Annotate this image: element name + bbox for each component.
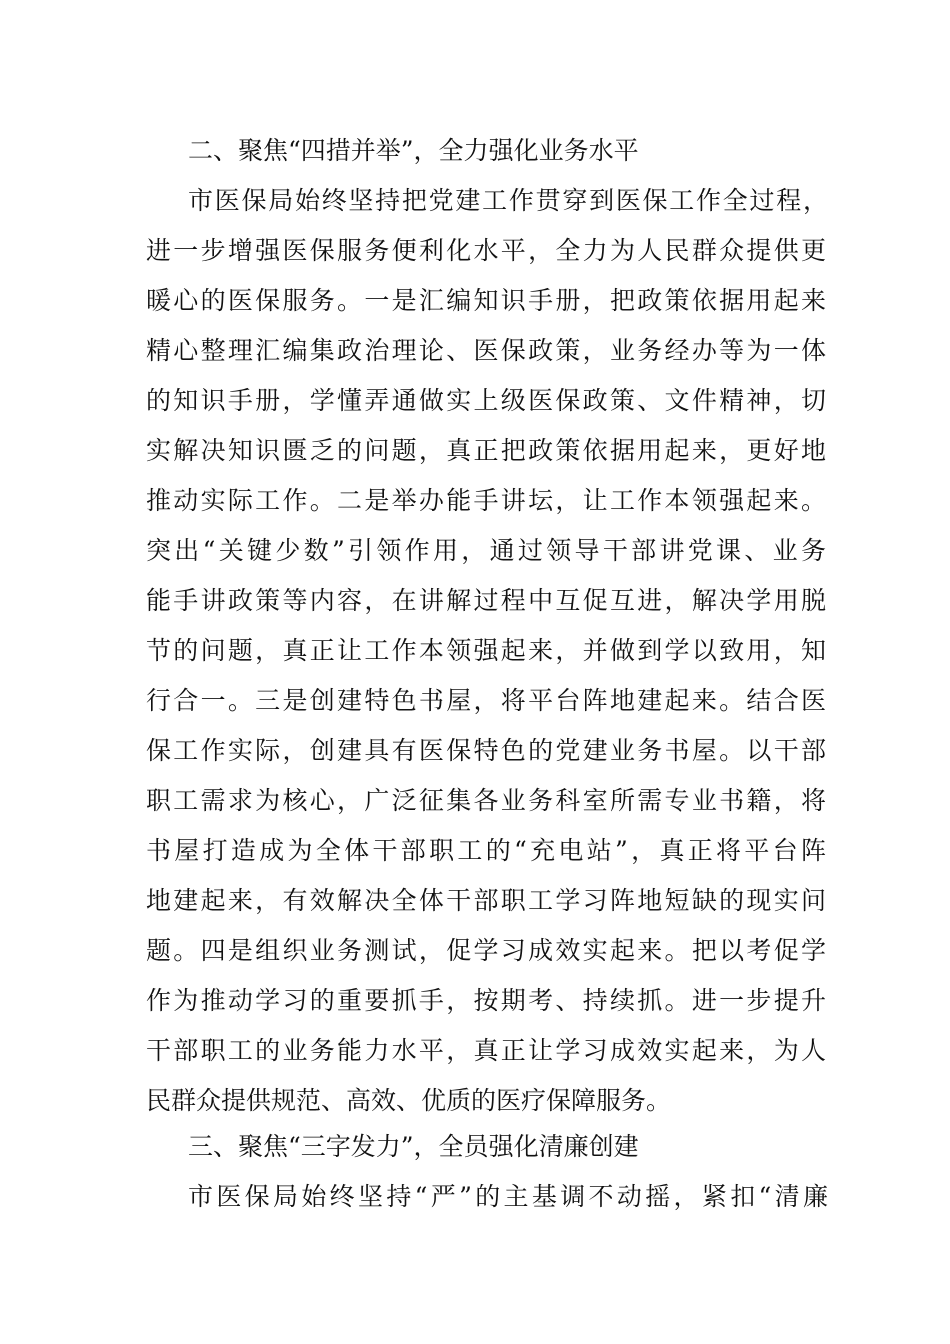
paragraph-line: 题。四是组织业务测试，促学习成效实起来。把以考促学: [146, 936, 826, 965]
paragraph-line: 能手讲政策等内容，在讲解过程中互促互进，解决学用脱: [146, 586, 826, 615]
paragraph-line: 突出“关键少数”引领作用，通过领导干部讲党课、业务: [146, 536, 826, 565]
paragraph-line: 地建起来，有效解决全体干部职工学习阵地短缺的现实问: [146, 886, 826, 915]
paragraph-line: 行合一。三是创建特色书屋，将平台阵地建起来。结合医: [146, 686, 826, 715]
paragraph-line: 保工作实际，创建具有医保特色的党建业务书屋。以干部: [146, 736, 826, 765]
paragraph-line: 干部职工的业务能力水平，真正让学习成效实起来，为人: [146, 1036, 826, 1065]
section-heading-2: 二、聚焦“四措并举”，全力强化业务水平: [188, 136, 639, 165]
paragraph-line: 的知识手册，学懂弄通做实上级医保政策、文件精神，切: [146, 386, 826, 415]
paragraph-line: 职工需求为核心，广泛征集各业务科室所需专业书籍，将: [146, 786, 826, 815]
paragraph-line: 市医保局始终坚持把党建工作贯穿到医保工作全过程，: [188, 186, 828, 215]
paragraph-line: 实解决知识匮乏的问题，真正把政策依据用起来，更好地: [146, 436, 826, 465]
paragraph-line: 暖心的医保服务。一是汇编知识手册，把政策依据用起来: [146, 286, 826, 315]
paragraph-line: 作为推动学习的重要抓手，按期考、持续抓。进一步提升: [146, 986, 826, 1015]
paragraph-line: 推动实际工作。二是举办能手讲坛，让工作本领强起来。: [146, 486, 826, 515]
paragraph-line: 节的问题，真正让工作本领强起来，并做到学以致用，知: [146, 636, 826, 665]
section-heading-3: 三、聚焦“三字发力”，全员强化清廉创建: [188, 1132, 639, 1161]
paragraph-line: 民群众提供规范、高效、优质的医疗保障服务。: [146, 1086, 672, 1115]
paragraph-line: 进一步增强医保服务便利化水平，全力为人民群众提供更: [146, 236, 826, 265]
paragraph-line: 市医保局始终坚持“严”的主基调不动摇，紧扣“清廉: [188, 1182, 828, 1211]
paragraph-line: 精心整理汇编集政治理论、医保政策，业务经办等为一体: [146, 336, 826, 365]
paragraph-line: 书屋打造成为全体干部职工的“充电站”，真正将平台阵: [146, 836, 826, 865]
